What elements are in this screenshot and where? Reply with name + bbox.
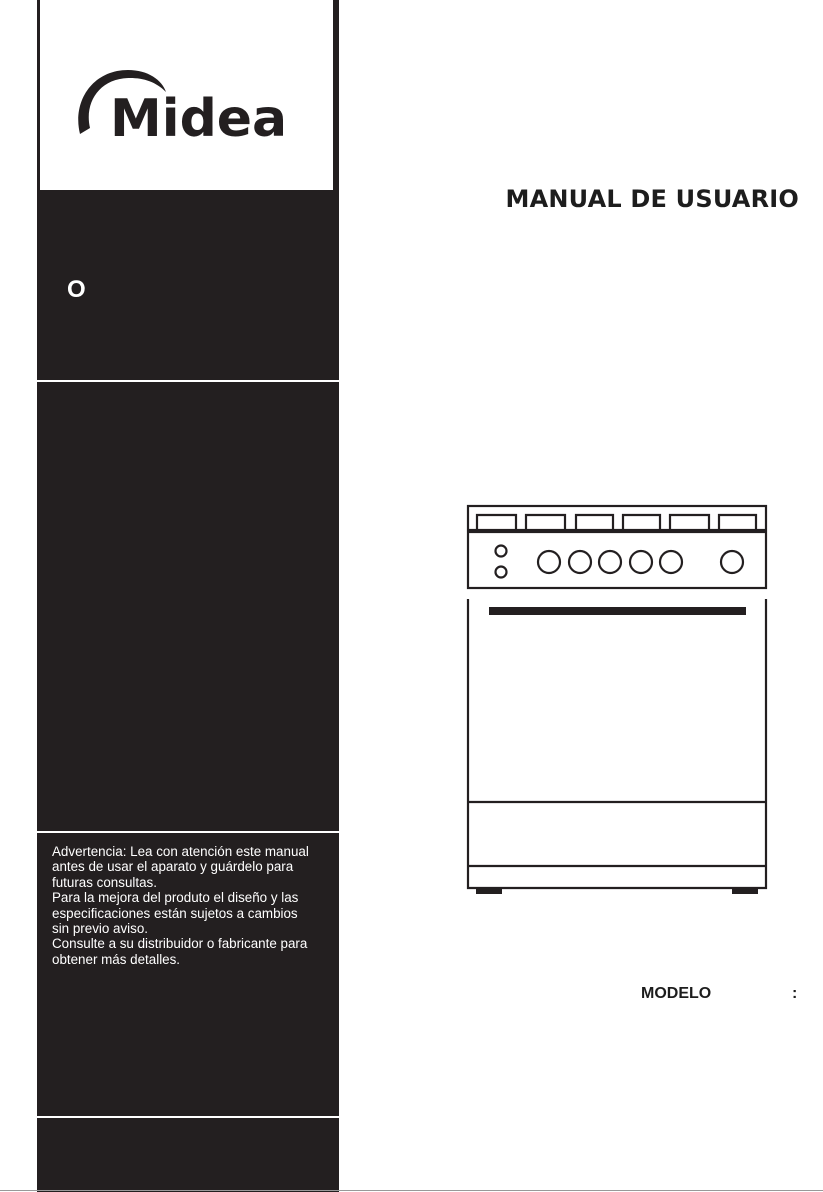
- sidebar-divider-2: [37, 831, 339, 833]
- warning-line: Consulte a su distribuidor o fabricante para: [52, 936, 308, 952]
- page-title: MANUAL DE USUARIO: [505, 185, 799, 213]
- control-knob: [569, 551, 591, 573]
- warning-line: futuras consultas.: [52, 874, 157, 890]
- warning-line: especificaciones están sujetos a cambios: [52, 905, 298, 921]
- warning-line: sin previo aviso.: [52, 921, 149, 937]
- stove-illustration: [464, 500, 769, 900]
- logo-text: Midea: [110, 89, 288, 149]
- warning-line: Para la mejora del produto el diseño y las: [52, 890, 299, 906]
- control-knob: [630, 551, 652, 573]
- control-knob: [660, 551, 682, 573]
- sidebar-divider-1: [37, 380, 339, 382]
- burner-grates: [477, 515, 756, 530]
- indicator-light: [496, 567, 507, 578]
- sidebar-letter: O: [67, 276, 86, 303]
- oven-body: [468, 599, 766, 888]
- warning-line: Advertencia: Lea con atención este manual: [52, 844, 309, 859]
- sidebar-divider-3: [37, 1116, 339, 1118]
- logo-box: [37, 0, 336, 190]
- oven-handle: [489, 607, 746, 615]
- indicator-light: [496, 546, 507, 557]
- control-knob: [721, 551, 743, 573]
- warning-line: antes de usar el aparato y guárdelo para: [52, 859, 294, 875]
- stove-foot: [476, 888, 502, 894]
- midea-logo: [70, 62, 320, 152]
- bottom-rule: [0, 1190, 823, 1191]
- control-knob: [538, 551, 560, 573]
- stove-foot: [732, 888, 758, 894]
- warning-text: [52, 844, 332, 967]
- cooktop-strip: [468, 506, 766, 530]
- model-colon: :: [792, 985, 798, 1002]
- warning-line: obtener más detalles.: [52, 951, 181, 967]
- model-label: MODELO: [641, 985, 712, 1002]
- control-knob: [599, 551, 621, 573]
